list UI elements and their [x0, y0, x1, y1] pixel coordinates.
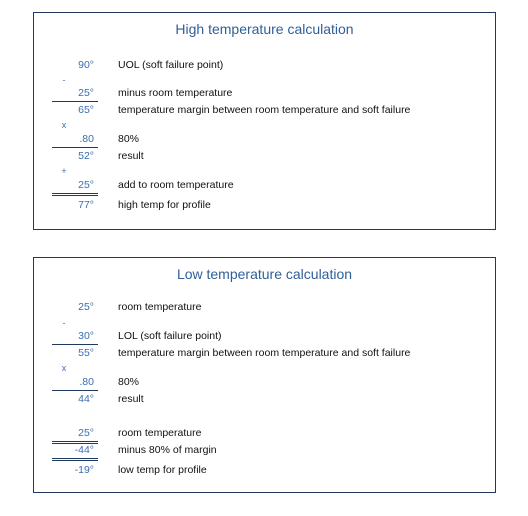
- calc-value: 30°: [78, 330, 94, 342]
- calc-value: 65°: [78, 104, 94, 116]
- calc-value: -44°: [74, 444, 94, 456]
- low-temperature-title: Low temperature calculation: [176, 266, 353, 282]
- total-double-rule: [52, 193, 98, 196]
- calc-value: 25°: [78, 301, 94, 313]
- calc-label: 80%: [118, 133, 140, 145]
- calc-value: 52°: [78, 150, 94, 162]
- calc-value: .80: [79, 376, 94, 388]
- calc-row: [34, 443, 495, 457]
- calc-value: .80: [79, 133, 94, 145]
- calc-value: 77°: [78, 199, 94, 211]
- calc-value: 25°: [78, 87, 94, 99]
- minus-operator: -: [62, 318, 66, 328]
- calc-label: temperature margin between room temperature and soft failure: [118, 104, 411, 116]
- calc-row: [34, 463, 495, 477]
- calc-row: [34, 103, 495, 117]
- calc-label: low temp for profile: [118, 464, 207, 476]
- multiply-operator: x: [61, 120, 67, 130]
- calc-row: [34, 392, 495, 406]
- subtotal-rule: [52, 101, 98, 102]
- calc-row: [34, 426, 495, 440]
- calc-value: -19°: [74, 464, 94, 476]
- calc-value: 44°: [78, 393, 94, 405]
- calc-value: 25°: [78, 179, 94, 191]
- calc-label: room temperature: [118, 427, 202, 439]
- multiply-operator: x: [61, 363, 67, 373]
- minus-operator: -: [62, 75, 66, 85]
- calc-row: [34, 132, 495, 146]
- calc-label: LOL (soft failure point): [118, 330, 222, 342]
- calc-label: high temp for profile: [118, 199, 211, 211]
- calc-label: room temperature: [118, 301, 202, 313]
- calc-value: 55°: [78, 347, 94, 359]
- calc-label: result: [118, 150, 144, 162]
- subtotal-rule: [52, 147, 98, 148]
- calc-value: 25°: [78, 427, 94, 439]
- plus-operator: +: [61, 166, 67, 176]
- calc-label: UOL (soft failure point): [118, 59, 224, 71]
- calc-label: add to room temperature: [118, 179, 234, 191]
- calc-row: [34, 346, 495, 360]
- high-temperature-title: High temperature calculation: [175, 21, 354, 37]
- calc-row: [34, 329, 495, 343]
- calc-label: 80%: [118, 376, 140, 388]
- calc-row: [34, 300, 495, 314]
- calc-value: 90°: [78, 59, 94, 71]
- calc-label: temperature margin between room temperature and soft failure: [118, 347, 411, 359]
- calc-row: [34, 149, 495, 163]
- calc-row: [34, 375, 495, 389]
- low-temperature-panel: [33, 257, 496, 493]
- calc-row: [34, 58, 495, 72]
- calc-label: minus 80% of margin: [118, 444, 217, 456]
- total-double-rule: [52, 458, 98, 461]
- calc-row: [34, 178, 495, 192]
- subtotal-rule: [52, 390, 98, 391]
- calc-label: minus room temperature: [118, 87, 233, 99]
- calc-label: result: [118, 393, 144, 405]
- subtotal-rule: [52, 344, 98, 345]
- calc-row: [34, 86, 495, 100]
- high-temperature-panel: [33, 12, 496, 230]
- calc-row: [34, 198, 495, 212]
